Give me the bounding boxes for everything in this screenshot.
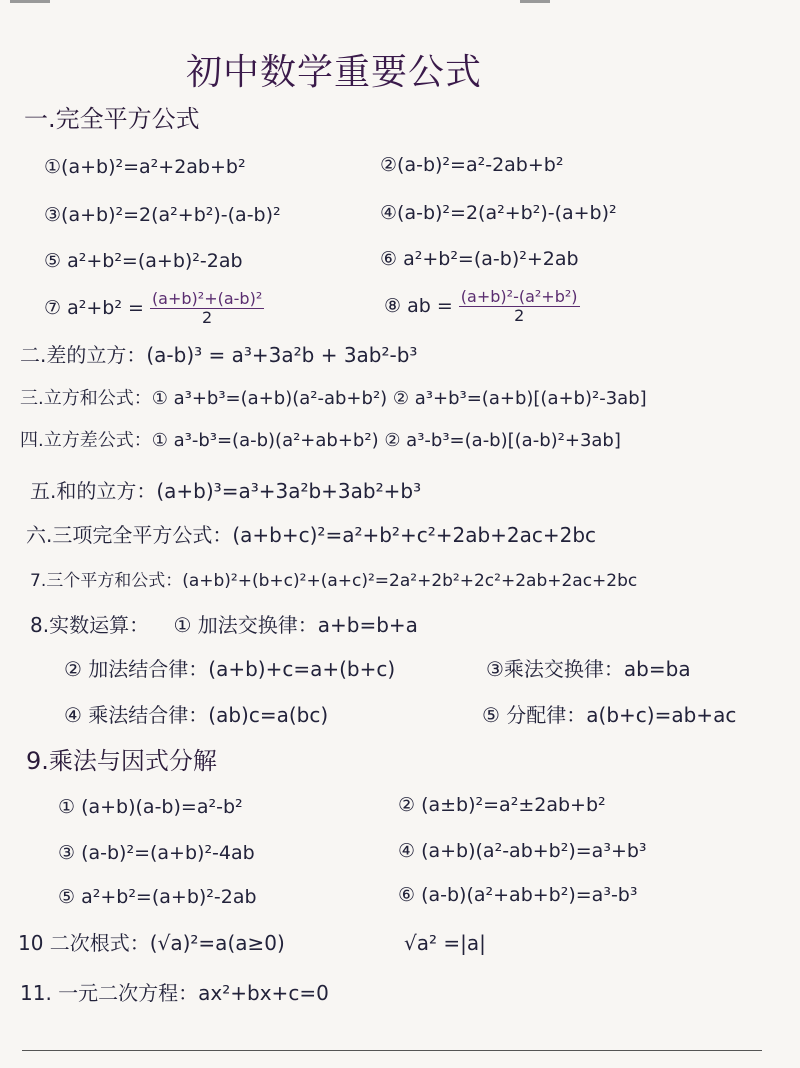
section-3: 三.立方和公式：① a³+b³=(a+b)(a²-ab+b²) ② a³+b³=(a+b)[(a+b)²-3ab] [20,388,647,409]
bottom-rule [22,1050,762,1051]
formula-9-6: ⑥ (a-b)(a²+ab+b²)=a³-b³ [398,884,638,906]
formula-1-3: ③(a+b)²=2(a²+b²)-(a-b)² [44,204,281,226]
formula-9-4: ④ (a+b)(a²-ab+b²)=a³+b³ [398,840,647,862]
section-2: 二.差的立方：(a-b)³ = a³+3a²b + 3ab²-b³ [20,343,418,367]
rule-2: ② 加法结合律：(a+b)+c=a+(b+c) [64,657,396,681]
formula-1-1: ①(a+b)²=a²+2ab+b² [44,156,246,178]
section-4: 四.立方差公式：① a³-b³=(a-b)(a²+ab+b²) ② a³-b³=(a-b)[(a-b)²+3ab] [20,430,621,451]
fraction [459,288,580,325]
section-9-heading: 9.乘法与因式分解 [26,747,217,775]
rule-1: ① 加法交换律：a+b=b+a [173,613,418,637]
section-10-abs: √a² =|a| [404,931,486,955]
formula-1-4: ④(a-b)²=2(a²+b²)-(a+b)² [380,202,617,224]
formula-1-8-left: ⑧ ab = [384,295,453,317]
rule-5: ⑤ 分配律：a(b+c)=ab+ac [482,703,737,727]
formula-9-3: ③ (a-b)²=(a+b)²-4ab [58,842,255,864]
formula-9-2: ② (a±b)²=a²±2ab+b² [398,794,606,816]
section-7: 7.三个平方和公式：(a+b)²+(b+c)²+(a+c)²=2a²+2b²+2c²+2ab+2ac+2bc [30,571,638,591]
section-6: 六.三项完全平方公式：(a+b+c)²=a²+b²+c²+2ab+2ac+2bc [26,523,597,547]
page-title: 初中数学重要公式 [186,52,483,93]
formula-1-7-left: ⑦ a²+b² = [44,297,144,319]
formula-9-5: ⑤ a²+b²=(a+b)²-2ab [58,886,257,908]
formula-1-2: ②(a-b)²=a²-2ab+b² [380,154,564,176]
fraction-denominator: 2 [514,306,525,325]
section-10: 10 二次根式：(√a)²=a(a≥0) [18,931,285,955]
fraction [150,290,264,327]
rule-4: ④ 乘法结合律：(ab)c=a(bc) [64,703,329,727]
section-5: 五.和的立方：(a+b)³=a³+3a²b+3ab²+b³ [30,479,422,503]
formula-1-5: ⑤ a²+b²=(a+b)²-2ab [44,250,243,272]
formula-1-6: ⑥ a²+b²=(a-b)²+2ab [380,248,579,270]
section-1-heading: 一.完全平方公式 [24,105,200,133]
section-11: 11. 一元二次方程：ax²+bx+c=0 [20,981,329,1005]
fraction-denominator: 2 [202,308,213,327]
formula-9-1: ① (a+b)(a-b)=a²-b² [58,796,243,818]
top-edge-mark [520,0,550,3]
rule-3: ③乘法交换律：ab=ba [486,657,691,681]
fraction-numerator: (a+b)²+(a-b)² [151,289,263,308]
formula-1-7 [44,290,264,327]
section-8-heading: 8.实数运算： [30,613,150,637]
section-8 [30,610,418,640]
top-edge-mark [10,0,50,3]
fraction-numerator: (a+b)²-(a²+b²) [460,287,578,306]
formula-1-8 [384,288,580,325]
